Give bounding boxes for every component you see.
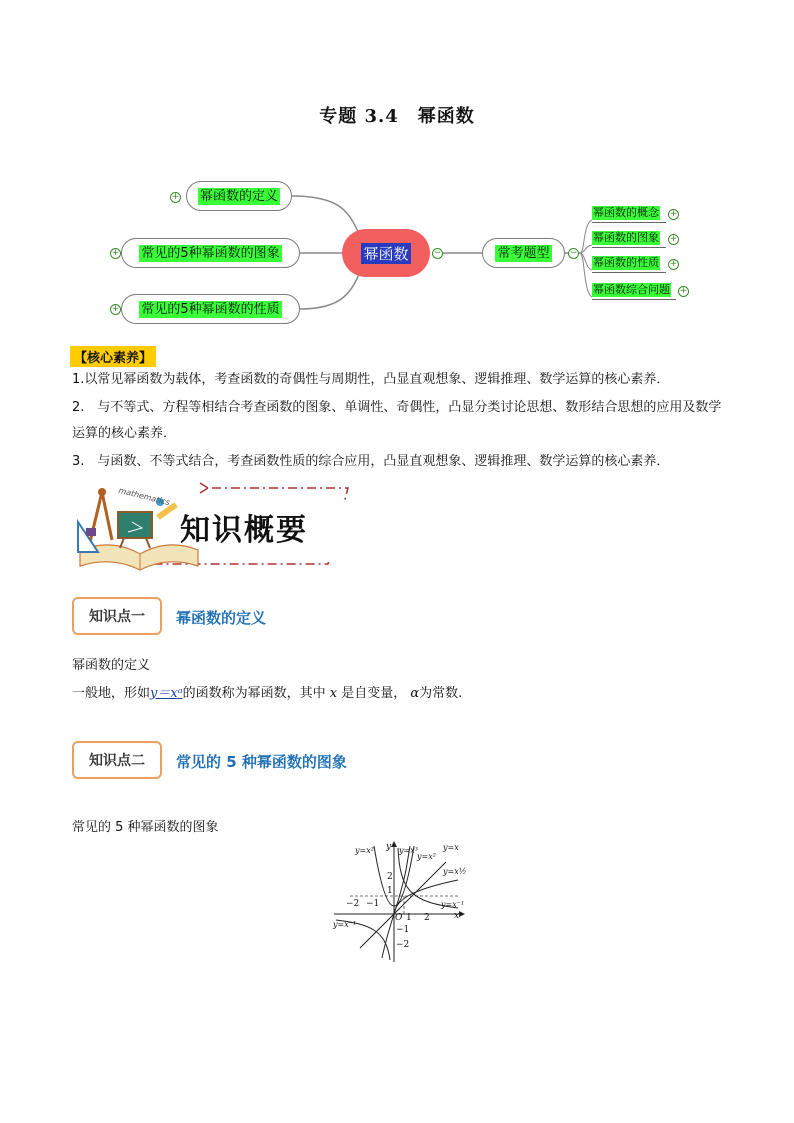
- graph-x-axis-label: x: [454, 911, 460, 921]
- graph-y-axis-label: y: [386, 842, 392, 852]
- graph-label-x: y=x: [443, 843, 459, 852]
- knowledge-point-1-title: 幂函数的定义: [176, 609, 267, 627]
- expand-icon[interactable]: +: [171, 192, 180, 202]
- mindmap-leaf-graph: 幂函数的图象: [592, 228, 666, 248]
- mindmap-node-question-types: 常考题型: [482, 238, 565, 268]
- page-title: 专题 3.4 幂函数: [319, 106, 475, 127]
- core-item-2: 2. 与不等式、方程等相结合考查函数的图象、单调性、奇偶性，凸显分类讨论思想、数形结合思想的应用及数学运算的核心素养．: [72, 400, 722, 441]
- core-literacy-tag: 【核心素养】: [70, 346, 156, 367]
- kp2-subtitle: 常见的 5 种幂函数的图象: [72, 820, 219, 835]
- kp1-subtitle: 幂函数的定义: [72, 658, 151, 673]
- mindmap-center-node: 幂函数: [342, 229, 430, 277]
- graph-tick-y2: 2: [387, 872, 393, 882]
- mindmap-node-graphs: 常见的5种幂函数的图象: [121, 238, 300, 268]
- expand-icon[interactable]: +: [679, 286, 688, 296]
- power-formula: y＝xᵃ: [150, 686, 183, 701]
- graph-origin-label: O: [395, 913, 403, 923]
- banner-book-word: mathematics: [117, 485, 171, 508]
- mindmap-node-definition: 幂函数的定义: [186, 181, 292, 211]
- graph-label-x2: y=x²: [355, 846, 374, 855]
- expand-icon[interactable]: +: [669, 259, 678, 269]
- graph-label-xinv-left: y=x⁻¹: [333, 920, 357, 929]
- banner-title: 知识概要: [180, 513, 308, 548]
- mindmap-node-properties: 常见的5种幂函数的性质: [121, 294, 300, 324]
- kp1-definition: 一般地，形如y＝xᵃ的函数称为幂函数，其中 x 是自变量， α为常数.: [72, 686, 463, 701]
- core-item-1: 1.以常见幂函数为载体，考查函数的奇偶性与周期性，凸显直观想象、逻辑推理、数学运算的核心素养．: [72, 372, 670, 387]
- expand-icon[interactable]: +: [669, 209, 678, 219]
- knowledge-point-1-badge: 知识点一: [72, 597, 162, 635]
- graph-tick-ym1: −1: [396, 925, 410, 935]
- knowledge-point-2-badge: 知识点二: [72, 741, 162, 779]
- mindmap-leaf-comprehensive: 幂函数综合问题: [592, 280, 676, 300]
- graph-label-x2-right: y=x²: [417, 852, 436, 861]
- graph-label-xhalf: y=x½: [443, 867, 467, 876]
- collapse-icon[interactable]: −: [433, 248, 442, 258]
- graph-tick-x2: 2: [424, 913, 430, 923]
- graph-tick-ym2: −2: [396, 940, 410, 950]
- knowledge-point-2-title: 常见的 5 种幂函数的图象: [176, 753, 347, 771]
- graph-tick-xm2: −2: [346, 899, 360, 909]
- graph-tick-y1: 1: [387, 886, 393, 896]
- expand-icon[interactable]: +: [111, 304, 120, 314]
- graph-label-xinv-right: y=x⁻¹: [441, 900, 465, 909]
- graph-tick-x1: 1: [406, 913, 412, 923]
- collapse-icon[interactable]: −: [569, 248, 578, 258]
- mindmap-leaf-property: 幂函数的性质: [592, 253, 666, 273]
- core-item-3: 3. 与函数、不等式结合，考查函数性质的综合应用，凸显直观想象、逻辑推理、数学运算的核心素养．: [72, 454, 670, 469]
- mindmap-leaf-concept: 幂函数的概念: [592, 203, 666, 223]
- graph-tick-xm1: −1: [366, 899, 380, 909]
- expand-icon[interactable]: +: [111, 248, 120, 258]
- graph-label-x3: y=x³: [399, 846, 418, 855]
- expand-icon[interactable]: +: [669, 234, 678, 244]
